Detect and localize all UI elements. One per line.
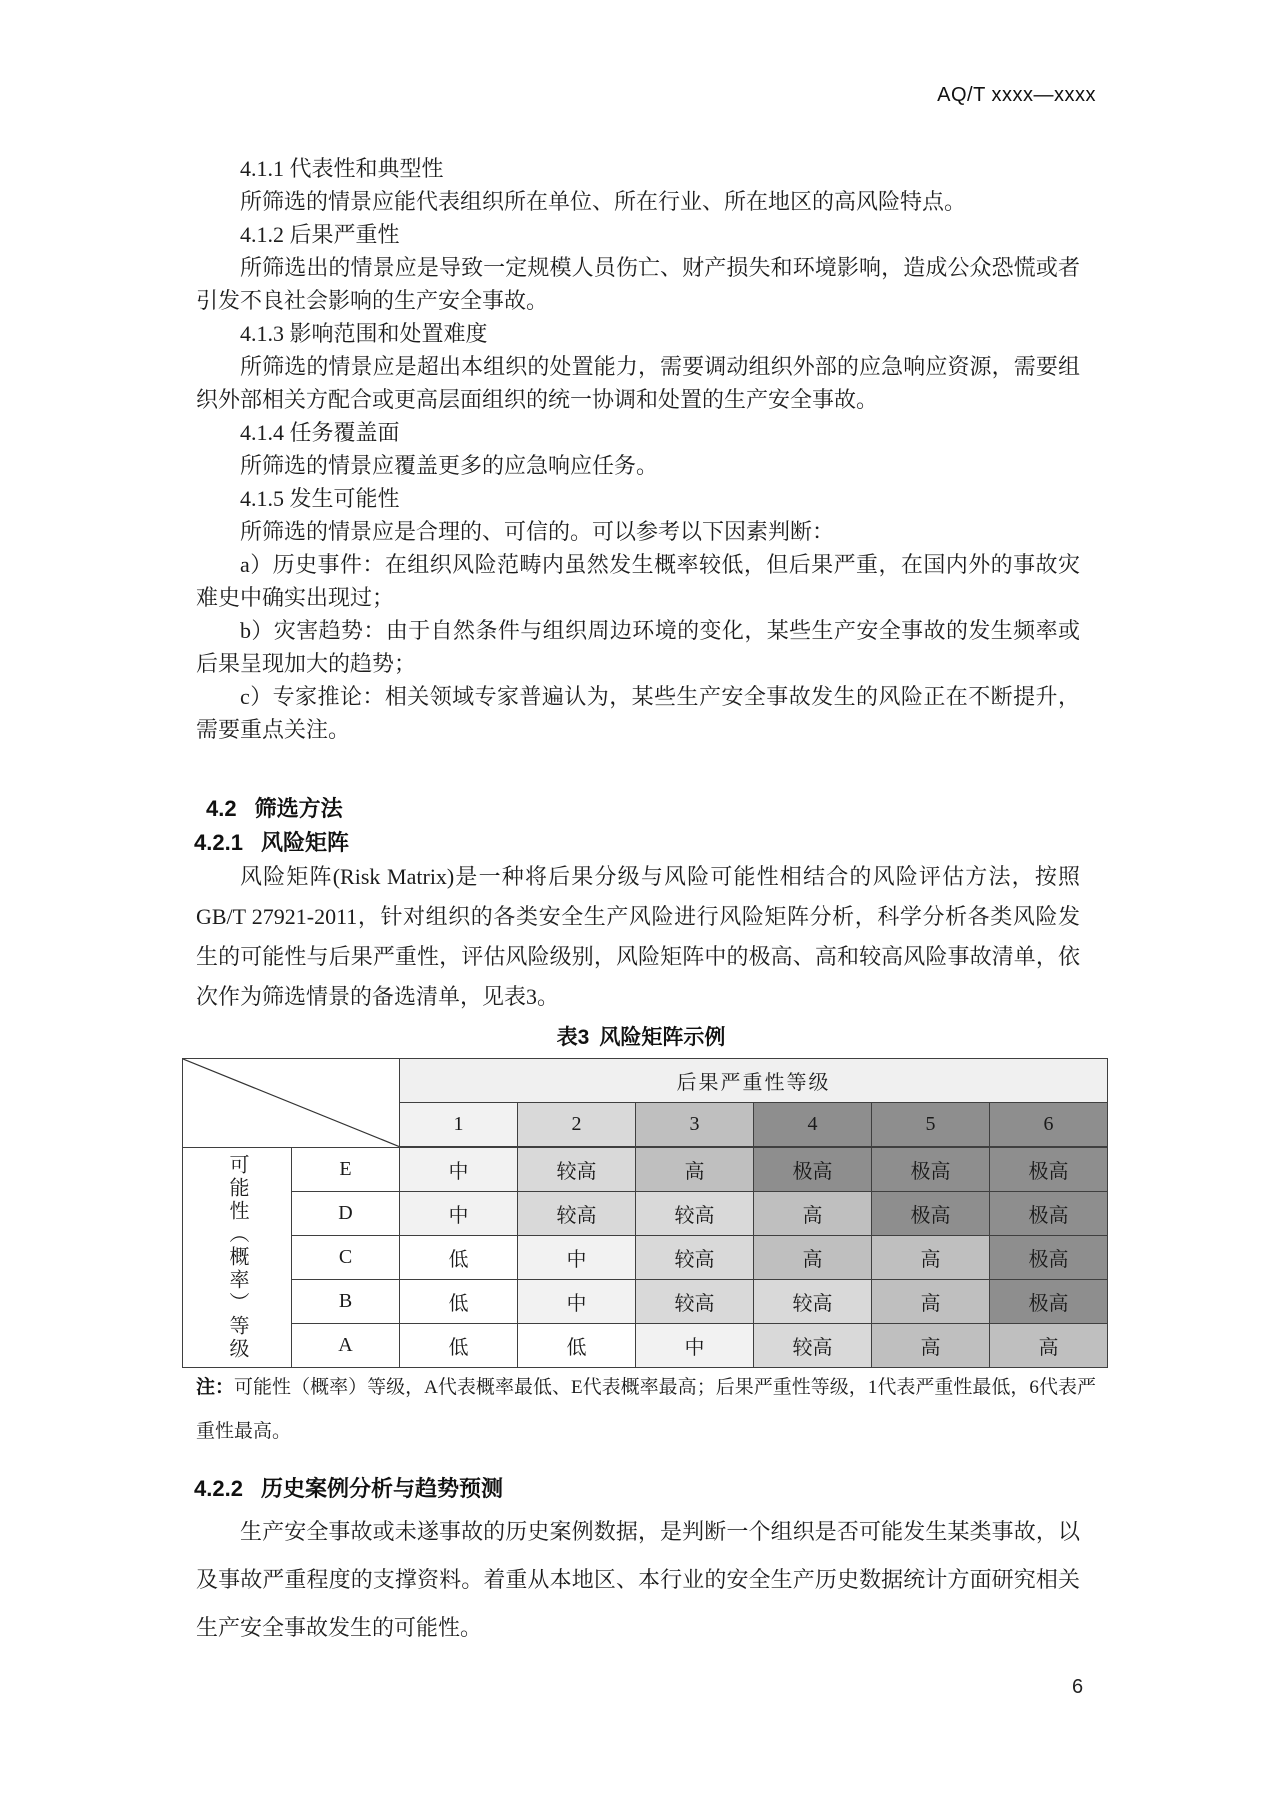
matrix-cell: 较高 (754, 1280, 872, 1324)
matrix-cell: 中 (400, 1192, 518, 1236)
matrix-cell: 低 (400, 1324, 518, 1368)
matrix-cell: 高 (872, 1236, 990, 1280)
page-number: 6 (1072, 1676, 1084, 1698)
heading-4-2 (206, 792, 343, 823)
likelihood-level: C (292, 1236, 400, 1280)
matrix-cell: 中 (518, 1280, 636, 1324)
paragraph: 所筛选的情景应是合理的、可信的。可以参考以下因素判断： (240, 519, 835, 544)
matrix-cell: 较高 (636, 1236, 754, 1280)
matrix-cell: 低 (400, 1280, 518, 1324)
paragraph: 所筛选出的情景应是导致一定规模人员伤亡、财产损失和环境影响，造成公众恐慌或者引发不良社会影响的生产安全事故。 (196, 255, 1080, 313)
matrix-cell: 较高 (518, 1147, 636, 1192)
severity-level-header: 6 (990, 1103, 1108, 1148)
matrix-cell: 极高 (990, 1192, 1108, 1236)
severity-level-header: 2 (518, 1103, 636, 1148)
matrix-cell: 极高 (990, 1280, 1108, 1324)
matrix-cell: 中 (400, 1147, 518, 1192)
heading-number: 4.2.1 (194, 830, 243, 855)
likelihood-level: E (292, 1147, 400, 1192)
matrix-cell: 高 (872, 1280, 990, 1324)
likelihood-level: B (292, 1280, 400, 1324)
severity-group-header: 后果严重性等级 (400, 1059, 1108, 1103)
matrix-cell: 极高 (990, 1147, 1108, 1192)
heading-number: 4.2.2 (194, 1476, 243, 1501)
heading-title: 历史案例分析与趋势预测 (260, 1476, 503, 1501)
matrix-cell: 极高 (990, 1236, 1108, 1280)
list-item-c: c）专家推论：相关领域专家普遍认为，某些生产安全事故发生的风险正在不断提升，需要重点关注。 (196, 684, 1080, 742)
note-text: 可能性（概率）等级，A代表概率最低、E代表概率最高；后果严重性等级，1代表严重性最低，6代表严重性最高。 (196, 1377, 1096, 1442)
matrix-cell: 高 (754, 1236, 872, 1280)
table-title: 风险矩阵示例 (599, 1026, 726, 1049)
likelihood-group-label: 可能性（概率）等级 (226, 1153, 248, 1361)
risk-matrix-table (182, 1058, 1108, 1368)
matrix-cell: 低 (518, 1324, 636, 1368)
paragraph-4-2-2: 生产安全事故或未遂事故的历史案例数据，是判断一个组织是否可能发生某类事故，以及事故严重程度的支撑资料。着重从本地区、本行业的安全生产历史数据统计方面研究相关生产安全事故发生的可能性。 (196, 1519, 1080, 1640)
matrix-cell: 高 (872, 1324, 990, 1368)
section-4-1 (196, 152, 1080, 746)
heading-4-2-2 (194, 1472, 503, 1503)
matrix-cell: 极高 (754, 1147, 872, 1192)
paragraph: 所筛选的情景应是超出本组织的处置能力，需要调动组织外部的应急响应资源，需要组织外部相关方配合或更高层面组织的统一协调和处置的生产安全事故。 (196, 354, 1080, 412)
doc-code-header: AQ/T xxxx—xxxx (937, 84, 1096, 106)
matrix-cell: 极高 (872, 1147, 990, 1192)
heading-4-2-1 (194, 826, 349, 857)
matrix-cell: 较高 (636, 1192, 754, 1236)
diagonal-line (183, 1059, 399, 1147)
matrix-cell: 中 (636, 1324, 754, 1368)
matrix-cell: 低 (400, 1236, 518, 1280)
matrix-cell: 高 (754, 1192, 872, 1236)
matrix-cell: 较高 (754, 1324, 872, 1368)
paragraph: 所筛选的情景应覆盖更多的应急响应任务。 (240, 453, 659, 478)
diagonal-header-cell (183, 1059, 400, 1148)
severity-level-header: 1 (400, 1103, 518, 1148)
clause-4-1-5-heading: 4.1.5 发生可能性 (240, 486, 400, 511)
clause-4-1-3-heading: 4.1.3 影响范围和处置难度 (240, 321, 488, 346)
clause-4-1-1-heading: 4.1.1 代表性和典型性 (240, 156, 444, 181)
paragraph-4-2-1: 风险矩阵(Risk Matrix)是一种将后果分级与风险可能性相结合的风险评估方法，按照GB/T 27921-2011，针对组织的各类安全生产风险进行风险矩阵分析，科学分析各类风险发生的可能性与后果严重性，评估风险级别，风险矩阵中的极高、高和较高风险事故清单，依次作为筛选情景的备选清单，见表3。 (196, 864, 1080, 1009)
likelihood-group-header (183, 1147, 292, 1368)
matrix-cell: 中 (518, 1236, 636, 1280)
table-number: 表3 (556, 1026, 590, 1049)
matrix-cell: 高 (990, 1324, 1108, 1368)
note-label: 注： (196, 1377, 235, 1398)
table3-note (196, 1366, 1096, 1454)
clause-4-1-2-heading: 4.1.2 后果严重性 (240, 222, 400, 247)
table3-caption (182, 1021, 1100, 1051)
likelihood-level: D (292, 1192, 400, 1236)
severity-level-header: 5 (872, 1103, 990, 1148)
heading-title: 风险矩阵 (260, 830, 349, 855)
heading-number: 4.2 (206, 796, 237, 821)
matrix-cell: 高 (636, 1147, 754, 1192)
clause-4-1-4-heading: 4.1.4 任务覆盖面 (240, 420, 400, 445)
likelihood-level: A (292, 1324, 400, 1368)
matrix-cell: 极高 (872, 1192, 990, 1236)
matrix-cell: 较高 (518, 1192, 636, 1236)
severity-level-header: 3 (636, 1103, 754, 1148)
list-item-a: a）历史事件：在组织风险范畴内虽然发生概率较低，但后果严重，在国内外的事故灾难史中确实出现过； (196, 552, 1080, 610)
list-item-b: b）灾害趋势：由于自然条件与组织周边环境的变化，某些生产安全事故的发生频率或后果呈现加大的趋势； (196, 618, 1080, 676)
paragraph: 所筛选的情景应能代表组织所在单位、所在行业、所在地区的高风险特点。 (240, 189, 967, 214)
matrix-cell: 较高 (636, 1280, 754, 1324)
heading-title: 筛选方法 (254, 796, 343, 821)
severity-level-header: 4 (754, 1103, 872, 1148)
